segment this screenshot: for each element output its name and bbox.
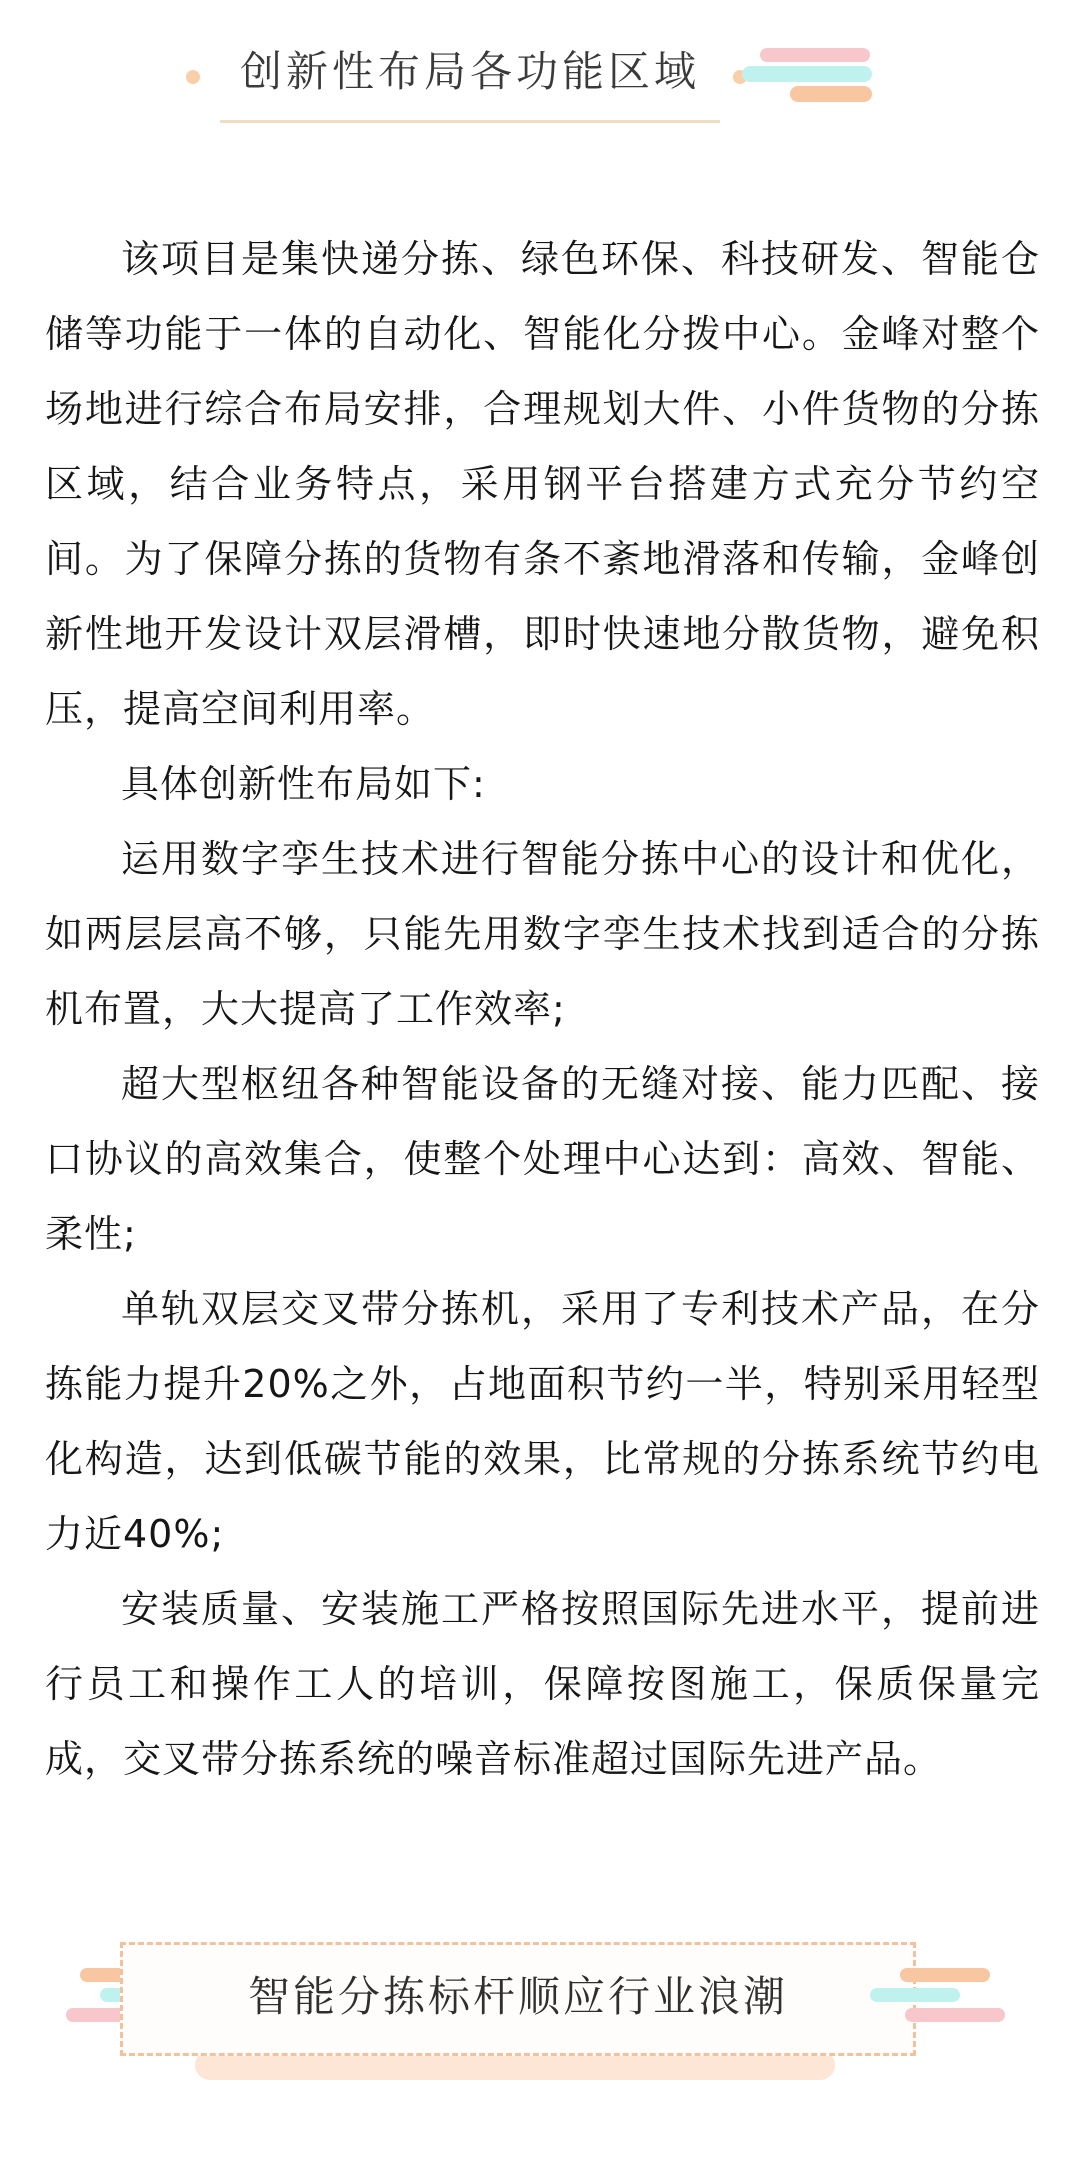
decorative-bar-pink [760, 48, 870, 62]
decorative-bar-pink [905, 2008, 1005, 2022]
paragraph-installation-quality: 安装质量、安装施工严格按照国际先进水平，提前进行员工和操作工人的培训，保障按图施工，保质保量完成，交叉带分拣系统的噪音标准超过国际先进产品。 [45, 1587, 1040, 1781]
paragraph-cross-belt-sorter: 单轨双层交叉带分拣机，采用了专利技术产品，在分拣能力提升20%之外，占地面积节约一半，特别采用轻型化构造，达到低碳节能的效果，比常规的分拣系统节约电力近40%; [45, 1287, 1040, 1556]
decorative-dot-left [186, 70, 200, 84]
section-title-layout: 创新性布局各功能区域 [239, 47, 700, 96]
section-title-dashed-box [120, 1942, 916, 2056]
paragraph-layout-intro: 具体创新性布局如下: [121, 762, 486, 806]
paragraph-device-integration: 超大型枢纽各种智能设备的无缝对接、能力匹配、接口协议的高效集合，使整个处理中心达到：高效、智能、柔性; [45, 1062, 1040, 1256]
decorative-bar-mint [742, 66, 872, 82]
section-header-benchmark [0, 1920, 1080, 2120]
decorative-bar-peach [790, 86, 872, 102]
section-title-underline [220, 30, 720, 123]
section-header-layout [0, 0, 1080, 140]
paragraph-project-overview: 该项目是集快递分拣、绿色环保、科技研发、智能仓储等功能于一体的自动化、智能化分拨中心。金峰对整个场地进行综合布局安排，合理规划大件、小件货物的分拣区域，结合业务特点，采用钢平台搭建方式充分节约空间。为了保障分拣的货物有条不紊地滑落和传输，金峰创新性地开发设计双层滑槽，即时快速地分散货物，避免积压，提高空间利用率。 [45, 237, 1040, 731]
decorative-bar-mint [870, 1988, 960, 2002]
article-body [45, 222, 1040, 1797]
decorative-bar-peach [900, 1968, 990, 1982]
section-title-benchmark: 智能分拣标杆顺应行业浪潮 [247, 1972, 788, 2021]
paragraph-digital-twin: 运用数字孪生技术进行智能分拣中心的设计和优化，如两层层高不够，只能先用数字孪生技术找到适合的分拣机布置，大大提高了工作效率; [45, 837, 1040, 1031]
